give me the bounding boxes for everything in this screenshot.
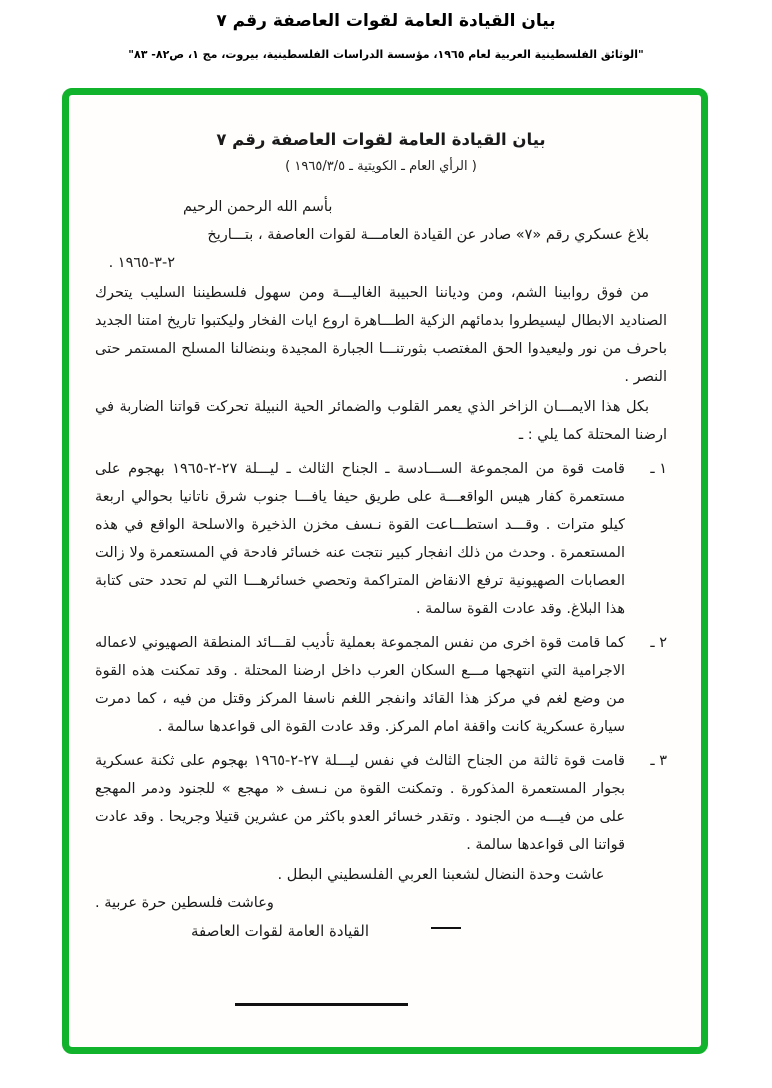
intro-line: بلاغ عسكري رقم «٧» صادر عن القيادة العامـــة لقوات العاصفة ، بتـــاريخ	[207, 227, 649, 243]
closing-slogan-1: عاشت وحدة النضال لشعبنا العربي الفلسطيني البطل .	[277, 867, 605, 883]
intro-date-line	[95, 249, 667, 277]
item-text: كما قامت قوة اخرى من نفس المجموعة بعملية تأديب لقـــائد المنطقة الصهيوني لاعماله الاجرامية التي انتهجها مـــع السكان العرب داخل ارضنا المحتلة . وقد تمكنت هذه القوة من وضع لغم في مركز هذا القائد وانفجر اللغم ناسفا المركز وقتل من فيه ، كما دمرت سيارة عسكرية كانت واقفة امام المركز. وقد عادت القوة الى قواعدها سالمة .	[95, 635, 625, 735]
document-title: بيان القيادة العامة لقوات العاصفة رقم ٧	[216, 130, 546, 149]
list-item-2	[95, 629, 667, 741]
item-number: ٢ ـ	[650, 635, 667, 651]
item-text: قامت قوة من المجموعة الســـادسة ـ الجناح الثالث ـ ليـــلة ٢٧-٢-١٩٦٥ بهجوم على مستعمرة كفار هيس الواقعـــة على طريق حيفا يافـــا جنوب شرق ناتانيا بحوالي اربعة كيلو مترات . وقـــد استطـــاعت القوة نـسف مخزن الذخيرة والاسلحة الواقع في هذه المستعمرة . وحدث من ذلك انفجار كبير نتجت عنه خسائر فادحة في المستعمرة ولا زالت العصابات الصهيونية ترفع الانقاض المتراكمة وتحصي خسائرهـــا التي لم تحدد حتى كتابة هذا البلاغ. وقد عادت القوة سالمة .	[95, 461, 625, 617]
paragraph-2: بكل هذا الايمـــان الزاخر الذي يعمر القلوب والضمائر الحية النبيلة تحركت قواتنا الضاربة في ارضنا المحتلة كما يلي : ـ	[95, 399, 667, 443]
small-dash-mark	[431, 927, 461, 929]
item-text: قامت قوة ثالثة من الجناح الثالث في نفس ليـــلة ٢٧-٢-١٩٦٥ بهجوم على ثكنة عسكرية بجوار المستعمرة المذكورة . وتمكنت القوة من نـسف « مهجع » للجنود ودمر المهجع على من فيـــه من الجنود . وتقدر خسائر العدو باكثر من عشرين قتيلا وجريحا . وقد عادت قواتنا الى قواعدها سالمة .	[95, 753, 625, 853]
list-item-3	[95, 747, 667, 859]
document-source-line: ( الرأي العام ـ الكويتية ـ ١٩٦٥/٣/٥ )	[285, 159, 477, 174]
intro-date: ٢-٣-١٩٦٥ .	[108, 255, 175, 271]
item-number: ١ ـ	[650, 461, 667, 477]
list-item-1	[95, 455, 667, 623]
item-number: ٣ ـ	[650, 753, 667, 769]
paragraph-1: من فوق روابينا الشم، ومن ودياننا الحبيبة الغاليـــة ومن سهول فلسطيننا السليب يتحرك الصناديد الابطال ليسيطروا بدمائهم الزكية الطـــاهرة اروع ايات الفخار وليكتبوا تاريخ امتنا الجديد باحرف من نور وليعيدوا الحق المغتصب بثورتنـــا الجبارة المجيدة وبنضالنا المسلح المستمر حتى النصر .	[95, 285, 667, 385]
document-content	[69, 95, 701, 1047]
signature-line: القيادة العامة لقوات العاصفة	[191, 922, 369, 940]
citation-line: "الوثائق الفلسطينية العربية لعام ١٩٦٥، مؤسسة الدراسات الفلسطينية، بيروت، مج ١، ص٨٢- ٨٣"	[128, 48, 644, 61]
page-title: بيان القيادة العامة لقوات العاصفة رقم ٧	[216, 11, 556, 31]
document-frame	[62, 88, 708, 1054]
closing-slogan-2: وعاشت فلسطين حرة عربية .	[95, 895, 274, 911]
basmala-line: بأسم الله الرحمن الرحيم	[183, 199, 333, 215]
bottom-divider-rule	[235, 1003, 408, 1006]
